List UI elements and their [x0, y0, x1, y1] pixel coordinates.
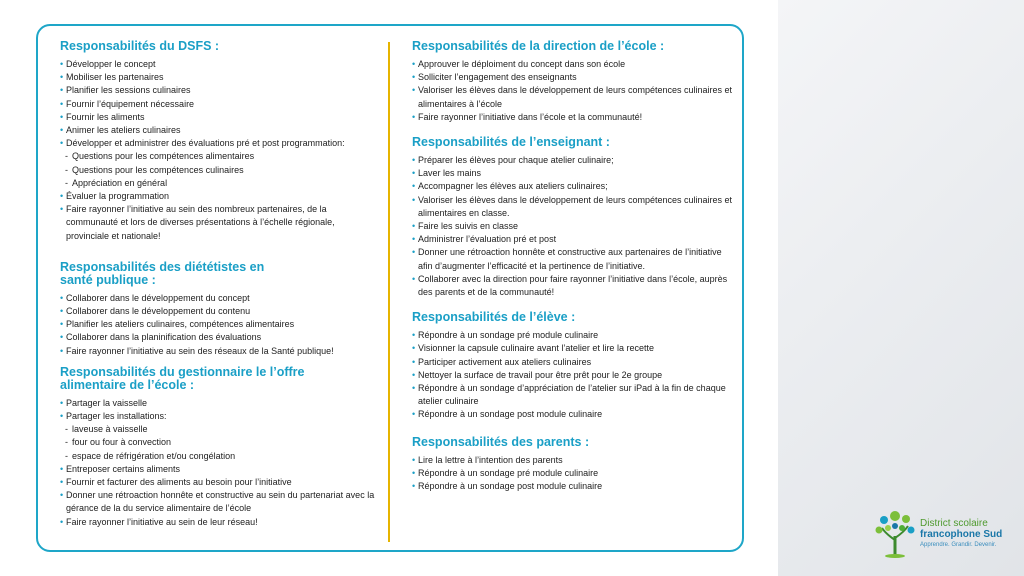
list-item: • Collaborer dans le développement du contenu: [60, 305, 380, 318]
logo-slogan: Apprendre. Grandir. Devenir.: [920, 542, 997, 548]
list-item: • Partager les installations:: [60, 410, 380, 423]
sub-list-item: - Questions pour les compétences culinaires: [60, 164, 380, 177]
list-item: • Donner une rétroaction honnête et constructive au sein du partenariat avec la gérance de la du service alimentaire de l’école: [60, 489, 380, 515]
list-item: • Répondre à un sondage d’appréciation de l’atelier sur iPad à la fin de chaque atelier culinaire: [412, 382, 734, 408]
section-food-manager: [60, 366, 380, 529]
responsibility-list: [60, 292, 380, 358]
list-item: • Valoriser les élèves dans le développement de leurs compétences culinaires et alimentaires en classe.: [412, 194, 734, 220]
section-teacher: [412, 136, 734, 299]
list-item: • Nettoyer la surface de travail pour être prêt pour le 2e groupe: [412, 369, 734, 382]
section-title: Responsabilités de l’enseignant :: [412, 135, 610, 150]
section-parents: [412, 436, 734, 494]
left-column: [60, 40, 380, 529]
list-item: • Développer et administrer des évaluations pré et post programmation:: [60, 137, 380, 150]
list-item: • Faire rayonner l’initiative au sein des réseaux de la Santé publique!: [60, 345, 380, 358]
list-item: • Fournir et facturer des aliments au besoin pour l’initiative: [60, 476, 380, 489]
list-item: • Collaborer dans la planinification des évaluations: [60, 331, 380, 344]
list-item: • Répondre à un sondage pré module culinaire: [412, 329, 734, 342]
responsibility-list: [412, 154, 734, 299]
list-item: • Participer activement aux ateliers culinaires: [412, 356, 734, 369]
section-dsfs: [60, 40, 380, 243]
sub-list-item: - Questions pour les compétences alimentaires: [60, 150, 380, 163]
sub-list-item: - laveuse à vaisselle: [60, 423, 380, 436]
list-item: • Développer le concept: [60, 58, 380, 71]
list-item: • Fournir les aliments: [60, 111, 380, 124]
list-item: • Valoriser les élèves dans le développement de leurs compétences culinaires et alimentaires à l’école: [412, 84, 734, 110]
tree-people-icon: [874, 506, 916, 558]
list-item: • Répondre à un sondage post module culinaire: [412, 408, 734, 421]
responsibility-list: [60, 397, 380, 529]
list-item: • Laver les mains: [412, 167, 734, 180]
list-item: • Lire la lettre à l’intention des parents: [412, 454, 734, 467]
list-item: • Faire rayonner l’initiative au sein des nombreux partenaires, de la communauté et lors de diverses présentations à l’échelle régionale, provinciale et nationale!: [60, 203, 380, 243]
list-item: • Faire rayonner l’initiative au sein de leur réseau!: [60, 516, 380, 529]
list-item: • Fournir l’équipement nécessaire: [60, 98, 380, 111]
logo-text: [920, 518, 1002, 548]
responsibility-list: [412, 454, 734, 494]
list-item: • Répondre à un sondage pré module culinaire: [412, 467, 734, 480]
section-school-direction: [412, 40, 734, 124]
responsibility-list: [60, 58, 380, 243]
logo-name-line2: francophone Sud: [920, 529, 1003, 540]
section-title: Responsabilités du gestionnaire le l’offre alimentaire de l’école :: [60, 364, 305, 392]
list-item: • Faire rayonner l’initiative dans l’école et la communauté!: [412, 111, 734, 124]
list-item: • Solliciter l’engagement des enseignants: [412, 71, 734, 84]
section-title: Responsabilités de la direction de l’école :: [412, 39, 665, 53]
list-item: • Partager la vaisselle: [60, 397, 380, 410]
responsibility-list: [412, 58, 734, 124]
right-column: [412, 40, 734, 493]
list-item: • Accompagner les élèves aux ateliers culinaires;: [412, 180, 734, 193]
section-title: Responsabilités des diététistes en santé publique :: [60, 259, 265, 287]
section-title: Responsabilités des parents :: [412, 434, 590, 449]
slide-side-background: [778, 0, 1024, 576]
district-logo: [874, 506, 1014, 562]
section-title: Responsabilités du DSFS :: [60, 39, 220, 53]
sub-list-item: - espace de réfrigération et/ou congélation: [60, 450, 380, 463]
list-item: • Faire les suivis en classe: [412, 220, 734, 233]
sub-list-item: - Appréciation en général: [60, 177, 380, 190]
list-item: • Entreposer certains aliments: [60, 463, 380, 476]
section-title: Responsabilités de l’élève :: [412, 310, 576, 325]
list-item: • Collaborer avec la direction pour faire rayonner l’initiative dans l’école, auprès des parents et de la communauté!: [412, 273, 734, 299]
list-item: • Animer les ateliers culinaires: [60, 124, 380, 137]
column-divider: [388, 42, 390, 542]
section-dietitians: [60, 261, 380, 358]
list-item: • Évaluer la programmation: [60, 190, 380, 203]
list-item: • Préparer les élèves pour chaque atelier culinaire;: [412, 154, 734, 167]
list-item: • Mobiliser les partenaires: [60, 71, 380, 84]
sub-list-item: - four ou four à convection: [60, 436, 380, 449]
list-item: • Planifier les sessions culinaires: [60, 84, 380, 97]
responsibility-list: [412, 329, 734, 421]
list-item: • Administrer l’évaluation pré et post: [412, 233, 734, 246]
logo-name-line1: District scolaire: [920, 518, 988, 529]
list-item: • Visionner la capsule culinaire avant l’atelier et lire la recette: [412, 342, 734, 355]
list-item: • Planifier les ateliers culinaires, compétences alimentaires: [60, 318, 380, 331]
list-item: • Répondre à un sondage post module culinaire: [412, 480, 734, 493]
list-item: • Collaborer dans le développement du concept: [60, 292, 380, 305]
list-item: • Approuver le déploiment du concept dans son école: [412, 58, 734, 71]
section-student: [412, 311, 734, 421]
list-item: • Donner une rétroaction honnête et constructive aux partenaires de l’initiative afin d’augmenter l’efficacité et la pertinence de l’initiative.: [412, 246, 734, 272]
